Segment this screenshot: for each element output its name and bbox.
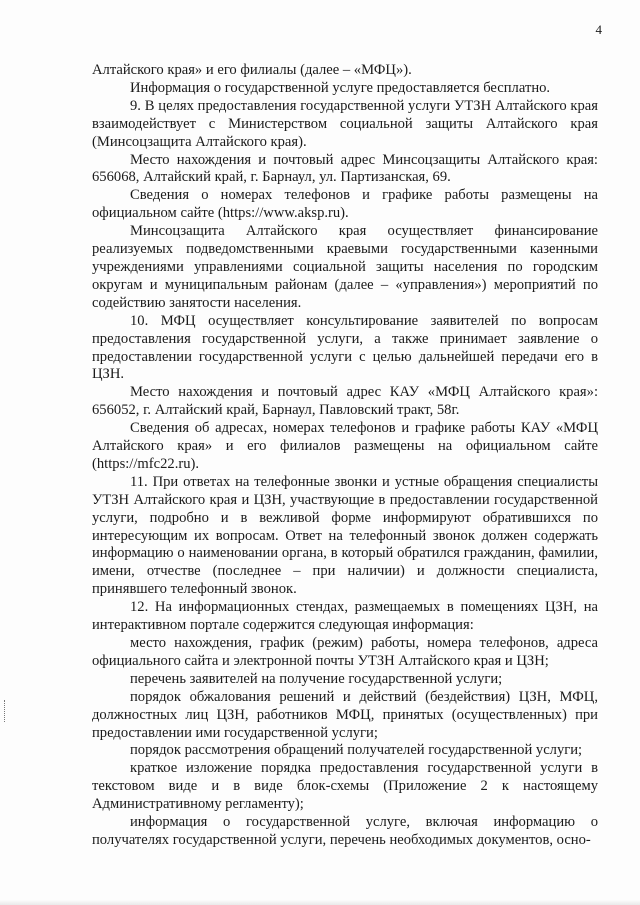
paragraph: 12. На информационных стендах, размещаемых в помещениях ЦЗН, на интерактивном портале содержится следующая информация: (92, 599, 598, 634)
paragraph: Место нахождения и почтовый адрес КАУ «МФЦ Алтайского края»: 656052, г. Алтайский край, Барнаул, Павловский тракт, 58г. (92, 384, 598, 419)
margin-marks (4, 700, 8, 722)
paragraph: Минсоцзащита Алтайского края осуществляет финансирование реализуемых подведомственными краевыми государственными казенными учреждениями управлениями социальной защиты населения по городским округам и муниципальным районам (далее – «управления») мероприятий по содействию занятости населения. (92, 223, 598, 311)
paragraph: 10. МФЦ осуществляет консультирование заявителей по вопросам предоставления государственной услуги, а также принимает заявление о предоставлении государственной услуги с целью дальнейшей передачи его в ЦЗН. (92, 312, 598, 383)
paragraph: порядок рассмотрения обращений получателей государственной услуги; (130, 742, 583, 759)
paragraph: краткое изложение порядка предоставления государственной услуги в текстовом виде и в виде блок-схемы (Приложение 2 к настоящему Административному регламенту); (92, 760, 598, 813)
document-body (92, 62, 598, 850)
paragraph: 11. При ответах на телефонные звонки и устные обращения специалисты УТЗН Алтайского края и ЦЗН, участвующие в предоставлении государственной услуги, подробно и в вежливой форме информируют обратившихся по интересующим их вопросам. Ответ на телефонный звонок должен содержать информацию о наименовании органа, в который обратился гражданин, фамилии, имени, отчестве (последнее – при наличии) и должности специалиста, принявшего телефонный звонок. (92, 473, 598, 598)
page-number: 4 (595, 22, 602, 37)
paragraph: Сведения о номерах телефонов и графике работы размещены на официальном сайте (https://www.aksp.ru). (92, 187, 598, 222)
paragraph: Информация о государственной услуге предоставляется бесплатно. (130, 79, 551, 96)
scan-edge (0, 899, 640, 905)
paragraph: Сведения об адресах, номерах телефонов и графике работы КАУ «МФЦ Алтайского края» и его филиалов размещены на официальном сайте (https://mfc22.ru). (92, 420, 598, 472)
paragraph: перечень заявителей на получение государственной услуги; (130, 670, 503, 687)
paragraph: порядок обжалования решений и действий (бездействия) ЦЗН, МФЦ, должностных лиц ЦЗН, работников МФЦ, принятых (осуществленных) при предоставлении ими государственной услуги; (92, 688, 598, 741)
paragraph: Место нахождения и почтовый адрес Минсоцзащиты Алтайского края: 656068, Алтайский край, г. Барнаул, ул. Партизанская, 69. (92, 151, 598, 186)
paragraph: Алтайского края» и его филиалы (далее – «МФЦ»). (92, 62, 412, 78)
paragraph: информация о государственной услуге, включая информацию о получателях государственной услуги, перечень необходимых документов, осно- (92, 814, 598, 848)
paragraph: 9. В целях предоставления государственной услуги УТЗН Алтайского края взаимодействует с Министерством социальной защиты Алтайского края (Минсоцзащита Алтайского края). (92, 97, 598, 150)
paragraph: место нахождения, график (режим) работы, номера телефонов, адреса официального сайта и электронной почты УТЗН Алтайского края и ЦЗН; (92, 635, 598, 669)
